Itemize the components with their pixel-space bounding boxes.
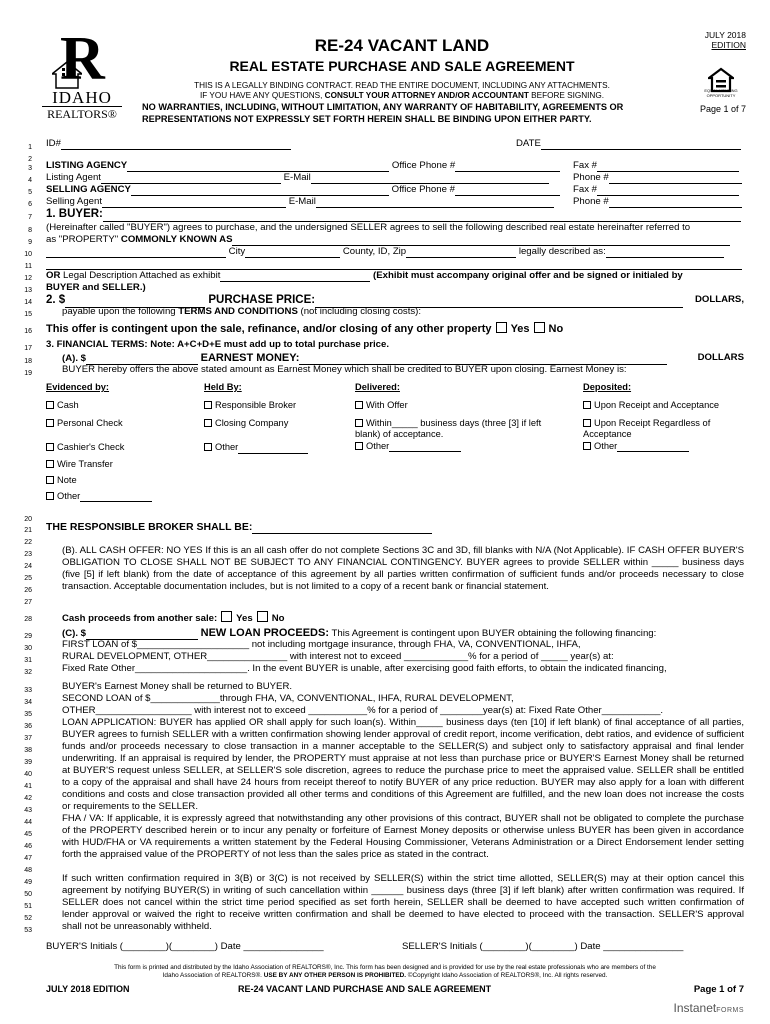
line-number-label: 6 [28,201,32,208]
held-by-column: Held By: Responsible Broker Closing Company Other [204,382,349,454]
line-19: BUYER hereby offers the above stated amount as Earnest Money which shall be credited to BUYER upon closing. Earnest Money is: [62,364,627,375]
listing-agency-line: LISTING AGENCY Office Phone # Fax # [0,160,770,172]
earnest-money-line: (A). $ EARNEST MONEY: DOLLARS [62,352,744,364]
cash-checkbox[interactable] [46,401,54,409]
line-number-label: 32 [24,669,32,676]
listing-fax-field[interactable] [597,162,739,172]
line-number-label: 47 [24,855,32,862]
note-checkbox[interactable] [46,476,54,484]
line-number-label: 50 [24,891,32,898]
line-number-label: 39 [24,759,32,766]
listing-agent-field[interactable] [101,174,281,184]
line-number-label: 37 [24,735,32,742]
legal-line-11 [0,258,770,270]
line-number-label: 29 [24,633,32,640]
personal-check-checkbox[interactable] [46,419,54,427]
first-loan-paragraph: FIRST LOAN of $_____________________ not including mortgage insurance, through FHA, VA, CONVENTIONAL, IHFA, RURAL DEVELOPMENT, OTHER_______________ with interest not to exceed ____________% for a period of _____ year(s) at: Fixed Rate Other_____________________. In the event BUYER is unable, after exercising good faith efforts, to obtain the indicated financing, [62,639,667,674]
upon-receipt-regardless-checkbox[interactable] [583,419,591,427]
deposited-other-field[interactable] [617,442,689,452]
line-number-label: 10 [24,251,32,258]
county-zip-field[interactable] [406,248,516,258]
line-number-label: 14 [24,299,32,306]
line-number-label: 40 [24,771,32,778]
line-number-label: 22 [24,539,32,546]
line-number-label: 8 [28,227,32,234]
responsible-broker-checkbox[interactable] [204,401,212,409]
upon-receipt-acceptance-checkbox[interactable] [583,401,591,409]
other-evidence-checkbox[interactable] [46,492,54,500]
listing-phone-field[interactable] [609,174,742,184]
exhibit-field[interactable] [220,272,370,282]
logo-idaho-text: IDAHO [52,88,112,107]
date-field[interactable] [541,140,741,150]
line-number-label: 28 [24,616,32,623]
form-subtitle: REAL ESTATE PURCHASE AND SALE AGREEMENT [229,58,575,74]
listing-office-phone-field[interactable] [455,162,560,172]
line-number-label: 18 [24,358,32,365]
listing-agency-field[interactable] [127,162,389,172]
line-number-label: 49 [24,879,32,886]
legal-notice-1: THIS IS A LEGALLY BINDING CONTRACT. READ THE ENTIRE DOCUMENT, INCLUDING ANY ATTACHMENTS. [194,81,610,90]
line-number-label: 35 [24,711,32,718]
line-number-label: 30 [24,645,32,652]
footer-title: RE-24 VACANT LAND PURCHASE AND SALE AGREEMENT [238,984,492,994]
evidenced-by-column: Evidenced by: Cash Personal Check Cashier's Check Wire Transfer Note Other [46,382,196,502]
cash-proceeds-yes-checkbox[interactable] [221,611,232,622]
deposited-other-checkbox[interactable] [583,442,591,450]
responsible-broker-line: THE RESPONSIBLE BROKER SHALL BE: [0,521,770,533]
line-number-label: 13 [24,287,32,294]
line-number-label: 3 [28,165,32,172]
form-title: RE-24 VACANT LAND [314,36,490,55]
held-by-other-field[interactable] [238,444,308,454]
selling-agent-line: Selling Agent E-Mail Phone # [0,196,770,208]
delivered-other-checkbox[interactable] [355,442,363,450]
new-loan-line: (C). $ NEW LOAN PROCEEDS: This Agreement is contingent upon BUYER obtaining the following financing: [62,627,657,639]
commonly-known-line: as "PROPERTY" COMMONLY KNOWN AS [0,234,770,246]
buyer-line: 1. BUYER: [0,208,770,220]
with-offer-checkbox[interactable] [355,401,363,409]
written-confirmation-paragraph: If such written confirmation required in 3(B) or 3(C) is not received by SELLER(S) within the strict time allotted, SELLER(S) may at their option cancel this agreement by notifying BUYER(S) in writing of such cancellation within ______ business days (three [3] if left blank) after written confirmation was required. If SELLER does not cancel within the strict time period specified as set forth herein, SELLER shall be deemed to have accepted such written confirmation of lender approval or waived the right to receive written confirmation and shall be deemed to have elected to proceed with the transaction. SELLER'S approval shall not be unreasonably withheld. [62,873,744,932]
line-number-label: 36 [24,723,32,730]
line-number-label: 21 [24,527,32,534]
line-number-label: 53 [24,927,32,934]
line-number-label: 34 [24,699,32,706]
line-number-label: 4 [28,177,32,184]
line-number-label: 41 [24,783,32,790]
line-number-label: 43 [24,807,32,814]
line-number-label: 19 [24,370,32,377]
edition-badge: JULY 2018 EDITION [704,30,746,50]
line-number-label: 1 [28,144,32,151]
line-number-label: 44 [24,819,32,826]
address-field[interactable] [46,248,226,258]
delivered-other-field[interactable] [389,442,461,452]
line-number-label: 45 [24,831,32,838]
line-number-label: 33 [24,687,32,694]
warranty-notice: NO WARRANTIES, INCLUDING, WITHOUT LIMITATION, ANY WARRANTY OF HABITABILITY, AGREEMENTS OR REPRESENTATIONS NOT EXPRESSLY SET FORTH HEREIN SHALL BE BINDING UPON EITHER PARTY. [142,102,624,124]
wire-transfer-checkbox[interactable] [46,460,54,468]
second-loan-paragraph: BUYER's Earnest Money shall be returned to BUYER. SECOND LOAN of $_____________through FHA, VA, CONVENTIONAL, IHFA, RURAL DEVELOPMENT, OTHER__________________ with interest not to exceed ___________% for a period of ________year(s) at: Fixed Rate Other___________. LOAN APPLICATION: BUYER has applied OR shall apply for such loan(s). Within_____ business days (ten [10] if left blank) of final acceptance of all parties, BUYER agrees to furnish SELLER with a written confirmation showing lender approval of credit report, income verification, debt ratios, and evidence of sufficient funds and/or proceeds necessary to close transaction in a manner acceptable to the SELLER(S) and subject only to satisfactory appraisal and final lender underwriting. If an appraisal is required by lender, the PROPERTY must appraise at not less than purchase price or BUYER'S Earnest Money shall be returned at BUYER'S request unless SELLER, at SELLER'S sole discretion, agrees to reduce the purchase price to meet the appraised value. SELLER shall be entitled to a copy of the appraisal and shall have 24 hours from receipt thereof to notify BUYER of any price reduction. BUYER may also apply for a loan with different conditions and costs and close transaction provided all other terms and conditions of this Agreement are fulfilled, and the new loan does not increase the costs or requirements to the SELLER. FHA / VA: If applicable, it is expressly agreed that notwithstanding any other provisions of this contract, BUYER shall not be obligated to complete the purchase of the PROPERTY described herein or to incur any penalty or forfeiture of Earnest Money deposits or otherwise unless BUYER has been given in accordance with HUD/FHA or VA requirements a written statement by the Federal Housing Commissioner, Veterans Administration or a Direct Endorsement lender setting forth the appraised value of the PROPERTY of not less than the sales price as stated in the contract. [62,681,744,860]
contingency-yes-checkbox[interactable] [496,322,507,333]
selling-fax-field[interactable] [597,186,739,196]
listing-agent-line: Listing Agent E-Mail Phone # [0,172,770,184]
line-number-label: 51 [24,903,32,910]
line-number-label: 12 [24,275,32,282]
selling-phone-field[interactable] [609,198,742,208]
logo-realtors-text: REALTORS® [42,106,122,121]
id-date-line: ID# DATE [0,138,770,150]
held-by-other-checkbox[interactable] [204,443,212,451]
buyer-name-field[interactable] [103,212,741,222]
cashiers-check-checkbox[interactable] [46,443,54,451]
line-number-label: 24 [24,563,32,570]
city-field[interactable] [245,248,340,258]
line-number-label: 46 [24,843,32,850]
line-number-label: 42 [24,795,32,802]
contingency-no-checkbox[interactable] [534,322,545,333]
legal-continued-field[interactable] [46,260,742,270]
line-number-label: 2 [28,156,32,163]
financial-terms-line: 3. FINANCIAL TERMS: Note: A+C+D+E must add up to total purchase price. [46,339,390,350]
line-number-label: 15 [24,311,32,318]
instanet-forms-logo: InstanetFORMS [673,1001,744,1015]
line-number-label: 9 [28,239,32,246]
commonly-known-field[interactable] [232,236,730,246]
line-number-label: 20 [24,516,32,523]
closing-company-checkbox[interactable] [204,419,212,427]
logo-r-mark: R [60,25,105,93]
line-number-label: 16 [24,328,32,335]
document-header [42,25,746,130]
equal-housing-text: EQUAL HOUSING OPPORTUNITY [704,88,738,98]
selling-agent-field[interactable] [102,198,286,208]
line-number-label: 17 [24,345,32,352]
line-number-label: 11 [24,263,32,270]
line-15: payable upon the following TERMS AND CONDITIONS (not including closing costs): [62,306,422,317]
line-number-label: 52 [24,915,32,922]
line-number-label: 5 [28,189,32,196]
purchase-price-line: 2. $ PURCHASE PRICE: DOLLARS, [46,294,744,306]
city-county-line: City County, ID, Zip legally described as: [0,246,770,258]
seller-initials[interactable]: SELLER'S Initials (________)(________) Date _______________ [402,941,684,952]
line-8: (Hereinafter called "BUYER") agrees to purchase, and the undersigned SELLER agrees to sell the following described real estate hereinafter referred to [46,222,691,233]
line-number-label: 48 [24,867,32,874]
listing-email-field[interactable] [311,174,549,184]
other-evidence-field[interactable] [80,492,152,502]
line-number-label: 38 [24,747,32,754]
line-number-label: 7 [28,214,32,221]
line-13: BUYER and SELLER.) [46,282,146,293]
id-field[interactable] [61,140,291,150]
selling-agency-field[interactable] [131,186,389,196]
line-number-label: 25 [24,575,32,582]
selling-email-field[interactable] [316,198,554,208]
selling-office-phone-field[interactable] [455,186,560,196]
footer-edition: JULY 2018 EDITION [46,984,130,994]
page-number-top: Page 1 of 7 [699,104,746,114]
within-days-checkbox[interactable] [355,419,363,427]
exhibit-line: OR Legal Description Attached as exhibit (Exhibit must accompany original offer and be signed or initialed by [46,270,683,281]
legal-notice-2: IF YOU HAVE ANY QUESTIONS, CONSULT YOUR ATTORNEY AND/OR ACCOUNTANT BEFORE SIGNING. [200,91,604,100]
delivered-column: Delivered: With Offer Within_____ business days (three [3] if left blank) of acceptance. Other [355,382,542,451]
deposited-column: Deposited: Upon Receipt and Acceptance Upon Receipt Regardless of Acceptance Other [583,382,720,451]
footer-notice: This form is printed and distributed by the Idaho Association of REALTORS®, Inc. This form has been designed and is provided for use by the real estate professionals who are members of the Idaho Association of REALTORS®. USE BY ANY OTHER PERSON IS PROHIBITED. ©Copyright Idaho Association of REALTORS®, Inc. All rights reserved. [114,964,656,979]
footer-page-number: Page 1 of 7 [693,984,744,995]
line-number-label: 31 [24,657,32,664]
line-number-label: 27 [24,599,32,606]
idaho-realtors-logo [42,25,122,122]
responsible-broker-field[interactable] [252,524,432,534]
all-cash-offer-paragraph: (B). ALL CASH OFFER: NO YES If this is an all cash offer do not complete Sections 3C and 3D, fill blanks with N/A (Not Applicable). IF CASH OFFER BUYER'S OBLIGATION TO CLOSE SHALL NOT BE SUBJECT TO ANY FINANCIAL CONTINGENCY. BUYER agrees to provide SELLER within _____ business days (five [5] if left blank) from the date of acceptance of this agreement by all parties written confirmation of sufficient funds and/or proceeds necessary to close transaction. Acceptable documentation includes, but is not limited to a copy of a recent bank or financial statement. [62,545,744,592]
line-number-label: 23 [24,551,32,558]
cash-proceeds-no-checkbox[interactable] [257,611,268,622]
buyer-initials[interactable]: BUYER'S Initials (________)(________) Date _______________ [46,941,324,952]
selling-agency-line: SELLING AGENCY Office Phone # Fax # [0,184,770,196]
line-number-label: 26 [24,587,32,594]
contingency-line: This offer is contingent upon the sale, refinance, and/or closing of any other property Yes No [46,323,564,335]
cash-proceeds-line: Cash proceeds from another sale: Yes No [62,613,285,624]
line-number [0,597,770,609]
legal-description-field[interactable] [606,248,724,258]
